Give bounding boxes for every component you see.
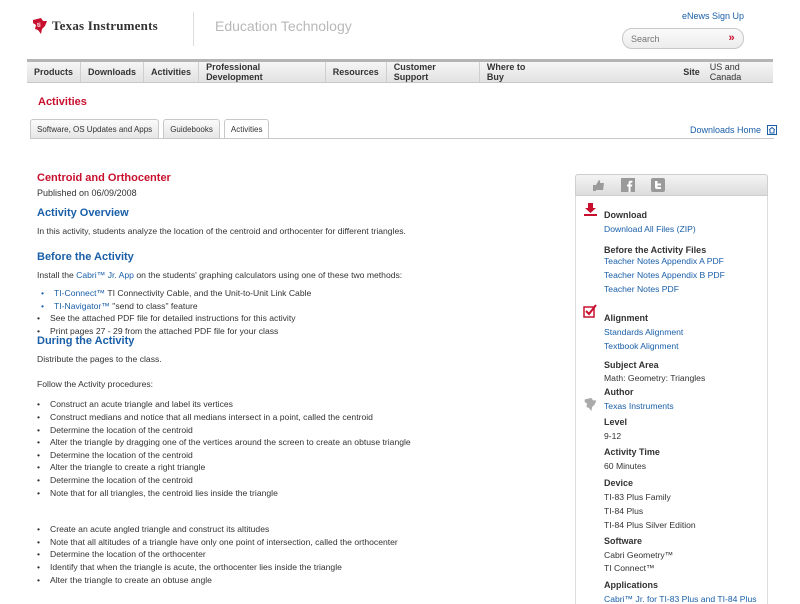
ti-logo[interactable] [32,17,158,35]
list-item-text: TI Connectivity Cable, and the Unit-to-Unit Link Cable [105,288,312,298]
before-list [37,287,557,337]
published-date: Published on 06/09/2008 [37,188,137,198]
list-item: • Alter the triangle to create a right triangle [37,461,557,474]
teacher-notes-link[interactable]: Teacher Notes PDF [604,284,679,294]
procedures-intro: Follow the Activity procedures: [37,379,154,390]
site-header [0,0,800,58]
list-item: • Print pages 27 - 29 from the attached PDF file for your class [37,325,557,338]
level-heading: Level [604,417,628,427]
tab-divider [30,138,774,139]
search-input[interactable] [631,32,723,46]
list-item [37,300,557,313]
share-bar [575,174,768,196]
textbook-alignment-link[interactable]: Textbook Alignment [604,341,679,351]
page-title: Activities [38,96,87,108]
ti-connect-link[interactable]: TI-Connect™ [54,288,106,298]
before-intro-post: on the students' graphing calculators using one of these two methods: [133,270,403,280]
time-value: 60 Minutes [604,461,647,471]
software-heading: Software [604,536,643,546]
list-item: • Alter the triangle by dragging one of the vertices around the screen to create an obtuse triangle [37,436,557,449]
list-item: • Determine the location of the centroid [37,449,557,462]
sidebar-body [575,196,768,604]
like-icon[interactable] [590,177,606,193]
during-heading: During the Activity [37,335,135,348]
downloads-home-label: Downloads Home [690,125,762,135]
list-item: • Note that all altitudes of a triangle have only one point of intersection, called the orthocenter [37,536,557,549]
level-value: 9-12 [604,431,622,441]
ti-author-icon [583,397,598,412]
list-item: • Determine the location of the orthocenter [37,548,557,561]
home-icon [767,125,777,135]
teacher-notes-a-link[interactable]: Teacher Notes Appendix A PDF [604,256,724,266]
author-heading: Author [604,387,634,397]
enews-signup-link[interactable]: eNews Sign Up [681,11,744,21]
download-heading: Download [604,210,647,220]
subject-heading: Subject Area [604,360,659,370]
activity-title: Centroid and Orthocenter [37,172,171,184]
nav-products[interactable]: Products [27,62,81,82]
brand-name: Texas Instruments [52,18,158,33]
before-intro [37,270,557,280]
nav-activities[interactable]: Activities [144,62,199,82]
download-icon [583,202,598,217]
list-item: • Alter the triangle to create an obtuse angle [37,574,557,587]
svg-text:ti: ti [37,23,41,29]
download-all-link[interactable]: Download All Files (ZIP) [604,224,696,234]
list-item: • Construct an acute triangle and label its vertices [37,398,557,411]
applications-link[interactable]: Cabri™ Jr. for TI-83 Plus and TI-84 Plus [604,594,757,604]
ti-logo-icon [32,17,48,35]
nav-customer-support[interactable]: Customer Support [387,62,480,82]
device-item: TI-84 Plus [604,506,644,516]
nav-downloads[interactable]: Downloads [81,62,144,82]
teacher-notes-b-link[interactable]: Teacher Notes Appendix B PDF [604,270,725,280]
list-item [37,287,557,300]
downloads-home-link[interactable] [690,125,777,135]
device-heading: Device [604,478,634,488]
section-title: Education Technology [215,18,352,34]
author-link[interactable]: Texas Instruments [604,401,674,411]
tab-bar [30,119,273,139]
tab-software-os-updates[interactable]: Software, OS Updates and Apps [30,119,159,138]
cabri-jr-app-link[interactable]: Cabri™ Jr. App [76,270,134,280]
site-label: Site [683,67,700,77]
ti-navigator-link[interactable]: TI-Navigator™ [54,300,110,311]
site-selector[interactable]: US and Canada [709,62,742,82]
twitter-icon[interactable] [650,177,666,193]
before-files-heading: Before the Activity Files [604,245,707,255]
subject-value: Math: Geometry: Triangles [604,373,706,383]
software-item: TI Connect™ [604,563,655,573]
header-divider [193,12,194,46]
time-heading: Activity Time [604,447,660,457]
list-item: • See the attached PDF file for detailed instructions for this activity [37,312,557,325]
list-item: • Determine the location of the centroid [37,474,557,487]
list-item: • Construct medians and notice that all medians intersect in a point, called the centroid [37,411,557,424]
search-box [622,28,744,49]
nav-resources[interactable]: Resources [326,62,387,82]
overview-heading: Activity Overview [37,207,129,219]
device-item: TI-84 Plus Silver Edition [604,520,696,530]
tab-activities[interactable]: Activities [224,119,270,139]
search-go-icon[interactable]: » [728,32,735,44]
main-nav [27,59,773,83]
device-item: TI-83 Plus Family [604,492,671,502]
checkbox-icon [583,304,597,318]
list-item: • Note that for all triangles, the centroid lies inside the triangle [37,487,557,500]
standards-alignment-link[interactable]: Standards Alignment [604,327,684,337]
facebook-icon[interactable] [620,177,636,193]
during-text: Distribute the pages to the class. [37,354,162,365]
list-item: • Identify that when the triangle is acute, the orthocenter lies inside the triangle [37,561,557,574]
nav-where-to-buy[interactable]: Where to Buy [486,62,526,82]
software-item: Cabri Geometry™ [604,550,674,560]
list-item: • Create an acute angled triangle and construct its altitudes [37,523,557,536]
overview-text: In this activity, students analyze the location of the centroid and orthocenter for different triangles. [37,226,406,236]
tab-guidebooks[interactable]: Guidebooks [163,119,220,138]
list-item: • Determine the location of the centroid [37,424,557,437]
before-intro-pre: Install the [37,270,77,280]
activity-content [37,172,557,586]
nav-professional-development[interactable]: Professional Development [199,62,326,82]
activity-sidebar [575,174,768,604]
list-item-text: "send to class" feature [109,300,198,311]
centroid-steps [37,398,557,499]
applications-heading: Applications [604,580,659,590]
before-heading: Before the Activity [37,251,134,263]
orthocenter-steps [37,523,557,586]
alignment-heading: Alignment [604,313,648,323]
